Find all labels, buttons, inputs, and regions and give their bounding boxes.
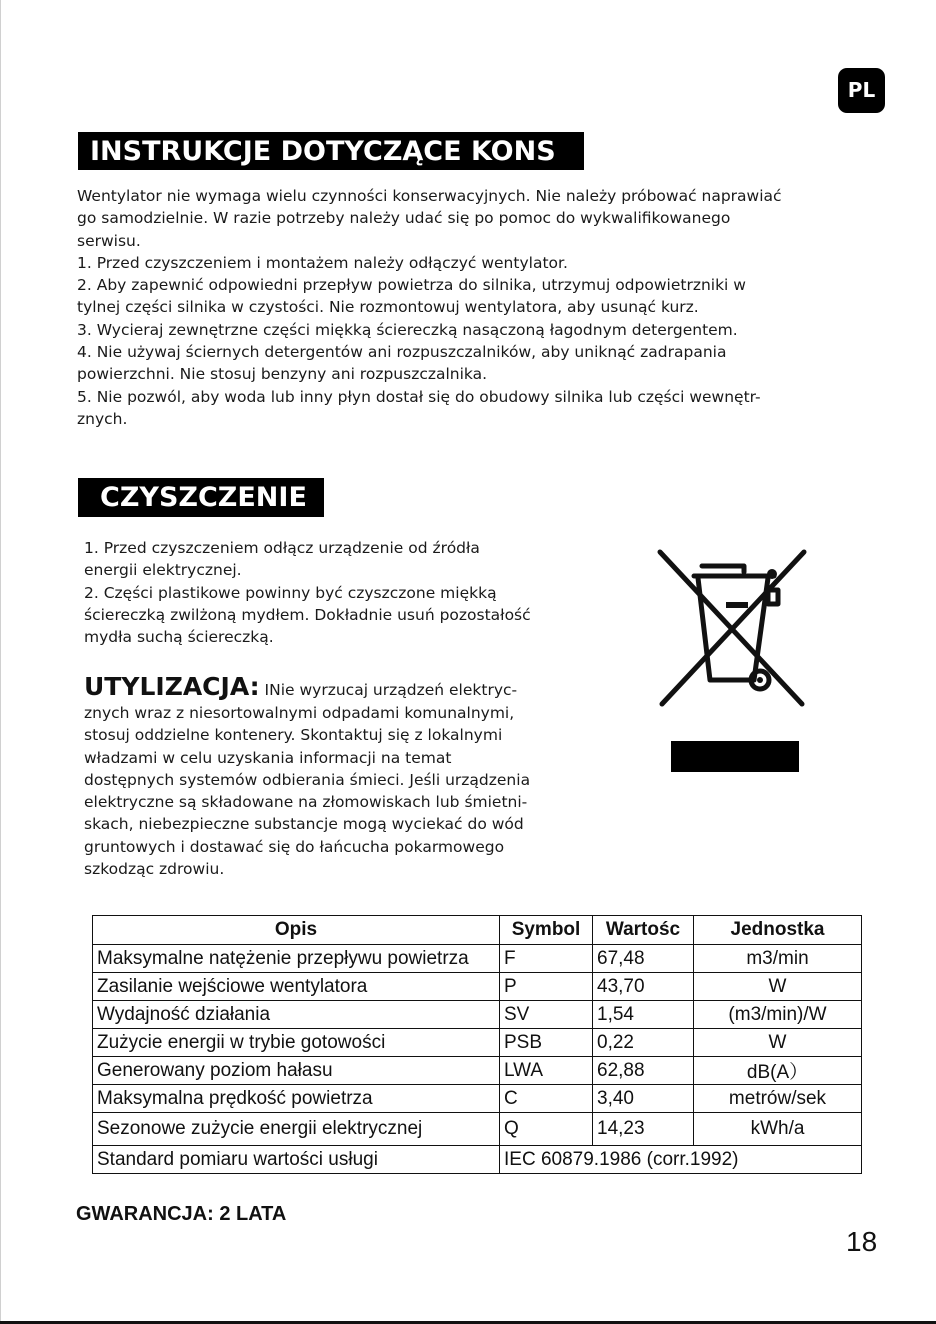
table-row-standard	[93, 1146, 862, 1174]
disposal-first-line	[84, 672, 594, 702]
page-left-edge	[0, 0, 1, 1324]
column-header-opis: Opis	[93, 916, 500, 945]
cell-unit: kWh/a	[694, 1113, 862, 1146]
column-header-symbol: Symbol	[500, 916, 593, 945]
cell-value: 14,23	[593, 1113, 694, 1146]
cell-unit: W	[694, 973, 862, 1001]
cell-value: 3,40	[593, 1085, 694, 1113]
disposal-text	[84, 672, 594, 880]
text-line: serwisu.	[77, 231, 141, 250]
text-line: 1. Przed czyszczeniem i montażem należy odłączyć wentylator.	[77, 253, 568, 272]
text-line: znych.	[77, 409, 128, 428]
cell-opis: Maksymalna prędkość powietrza	[93, 1085, 500, 1113]
column-header-value: Wartośc	[593, 916, 694, 945]
text-line: 1. Przed czyszczeniem odłącz urządzenie od źródła	[84, 539, 480, 557]
text-line: gruntowych i dostawać się do łańcucha pokarmowego	[84, 837, 505, 856]
disposal-first-line-text: INie wyrzucaj urządzeń elektryc-	[259, 681, 518, 699]
cell-unit: metrów/sek	[694, 1085, 862, 1113]
weee-crossed-bin-icon	[656, 548, 808, 708]
column-header-unit: Jednostka	[694, 916, 862, 945]
text-line: Wentylator nie wymaga wielu czynności konserwacyjnych. Nie należy próbować naprawiać	[77, 187, 782, 205]
text-line: znych wraz z niesortowalnymi odpadami komunalnymi,	[84, 704, 515, 722]
text-line: elektryczne są składowane na złomowiskach lub śmietni-	[84, 793, 528, 812]
table-header-row	[93, 916, 862, 945]
cell-opis: Generowany poziom hałasu	[93, 1057, 500, 1085]
cell-opis: Wydajność działania	[93, 1001, 500, 1029]
cell-symbol: Q	[500, 1113, 593, 1146]
table-row	[93, 1113, 862, 1146]
text-line: stosuj oddzielne kontenery. Skontaktuj się z lokalnymi	[84, 726, 503, 745]
text-line: 5. Nie pozwól, aby woda lub inny płyn dostał się do obudowy silnika lub części wewnętr-	[77, 387, 761, 406]
warranty-text: GWARANCJA: 2 LATA	[76, 1203, 287, 1225]
text-line: 3. Wycieraj zewnętrzne części miękką ściereczką nasączoną łagodnym detergentem.	[77, 320, 738, 339]
table-row	[93, 1001, 862, 1029]
text-line: energii elektrycznej.	[84, 561, 242, 580]
cell-opis: Maksymalne natężenie przepływu powietrza	[93, 945, 500, 973]
language-badge: PL	[838, 68, 885, 113]
cleaning-heading: CZYSZCZENIE	[78, 478, 324, 517]
cell-symbol: PSB	[500, 1029, 593, 1057]
table-row	[93, 945, 862, 973]
cell-opis: Zużycie energii w trybie gotowości	[93, 1029, 500, 1057]
text-line: ściereczką zwilżoną mydłem. Dokładnie usuń pozostałość	[84, 605, 531, 624]
cell-opis: Standard pomiaru wartości usługi	[93, 1146, 500, 1174]
maintenance-heading: INSTRUKCJE DOTYCZĄCE KONS	[78, 132, 584, 170]
cell-value: 0,22	[593, 1029, 694, 1057]
cell-opis: Zasilanie wejściowe wentylatora	[93, 973, 500, 1001]
text-line: 2. Aby zapewnić odpowiedni przepływ powietrza do silnika, utrzymuj odpowietrzniki w	[77, 276, 746, 295]
cell-value: 1,54	[593, 1001, 694, 1029]
cell-symbol: C	[500, 1085, 593, 1113]
cell-unit: m3/min	[694, 945, 862, 973]
weee-marking-bar	[671, 741, 799, 772]
table-row	[93, 1057, 862, 1085]
table-row	[93, 1085, 862, 1113]
cell-symbol: P	[500, 973, 593, 1001]
cell-value: 62,88	[593, 1057, 694, 1085]
table-row	[93, 1029, 862, 1057]
text-line: go samodzielnie. W razie potrzeby należy udać się po pomoc do wykwalifikowanego	[77, 209, 731, 228]
cell-symbol: LWA	[500, 1057, 593, 1085]
specifications-table	[92, 915, 862, 1174]
cell-symbol: F	[500, 945, 593, 973]
text-line: 2. Części plastikowe powinny być czyszczone miękką	[84, 583, 497, 602]
table-row	[93, 973, 862, 1001]
cleaning-text	[84, 537, 594, 648]
cell-unit: dB(A）	[694, 1057, 862, 1085]
text-line: 4. Nie używaj ściernych detergentów ani rozpuszczalników, aby uniknąć zadrapania	[77, 343, 727, 362]
text-line: władzami w celu uzyskania informacji na temat	[84, 748, 452, 767]
text-line: mydła suchą ściereczką.	[84, 628, 274, 647]
text-line: szkodząc zdrowiu.	[84, 860, 225, 879]
cell-symbol: SV	[500, 1001, 593, 1029]
text-line: skach, niebezpieczne substancje mogą wyciekać do wód	[84, 815, 524, 834]
disposal-title: UTYLIZACJA:	[84, 672, 260, 701]
cell-value: 43,70	[593, 973, 694, 1001]
maintenance-text	[77, 185, 877, 430]
cell-standard-value: IEC 60879.1986 (corr.1992)	[500, 1146, 862, 1174]
cell-unit: (m3/min)/W	[694, 1001, 862, 1029]
page-number: 18	[846, 1226, 878, 1257]
cell-opis: Sezonowe zużycie energii elektrycznej	[93, 1113, 500, 1146]
text-line: dostępnych systemów odbierania śmieci. Jeśli urządzenia	[84, 770, 531, 789]
text-line: tylnej części silnika w czystości. Nie rozmontowuj wentylatora, aby usunąć kurz.	[77, 298, 699, 317]
cell-value: 67,48	[593, 945, 694, 973]
text-line: powierzchni. Nie stosuj benzyny ani rozpuszczalnika.	[77, 365, 488, 384]
cell-unit: W	[694, 1029, 862, 1057]
